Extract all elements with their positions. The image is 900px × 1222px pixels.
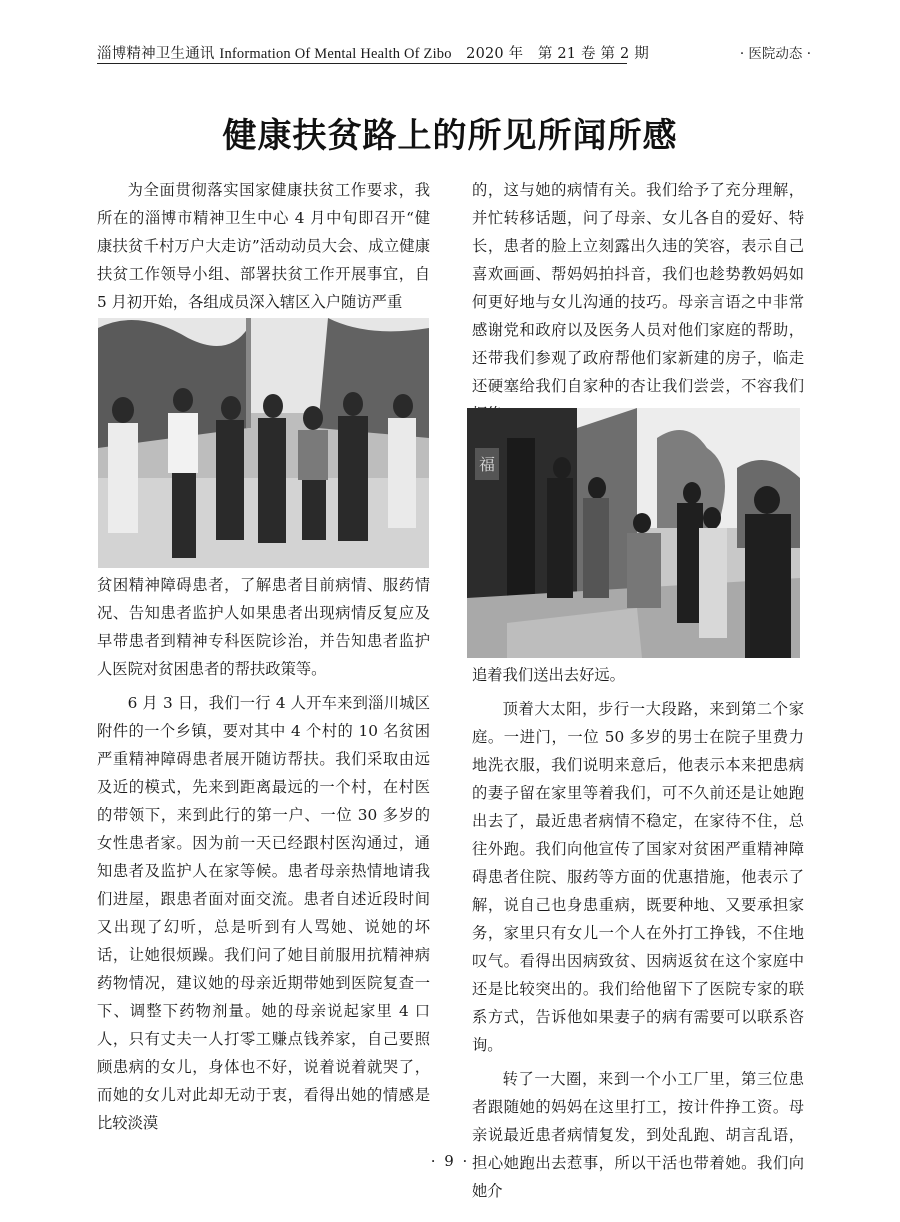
- journal-year: 2020 年: [466, 46, 524, 62]
- journal-issue: 第 21 卷 第 2 期: [537, 46, 649, 62]
- page-number: · 9 ·: [430, 1152, 470, 1170]
- photo-group-visit: [98, 318, 429, 568]
- door-sign-character: 福: [478, 455, 496, 474]
- paragraph-second-visit: 顶着大太阳，步行一大段路，来到第二个家庭。一进门，一位 50 多岁的男士在院子里费力地洗衣服，我们说明来意后，他表示本来把患病的妻子留在家里等着我们，可不久前还是让她跑出去了，最近患者病情不稳定，在家待不住，总往外跑。我们向他宣传了国家对贫困严重精神障碍患者住院、服药等方面的优惠措施，他表示了解，说自己也身患重病，既要种地、又要承担家务，家里只有女儿一个人在外打工挣钱，不住地叹气。看得出因病致贫、因病返贫在这个家庭中还是比较突出的。我们给他留下了医院专家的联系方式，告诉他如果妻子的病有需要可以联系咨询。: [472, 700, 804, 1054]
- photo-group-visit-image: [98, 318, 429, 568]
- journal-title-cn: 淄博精神卫生通讯: [97, 46, 215, 62]
- photo-courtyard-visit: [467, 408, 800, 658]
- photo-courtyard-visit-image: [467, 408, 800, 658]
- journal-title-en: Information Of Mental Health Of Zibo: [219, 46, 452, 62]
- paragraph-intro-continued: 贫困精神障碍患者，了解患者目前病情、服药情况、告知患者监护人如果患者出现病情反复应及早带患者到精神专科医院诊治，并告知患者监护人医院对贫困患者的帮扶政策等。: [97, 576, 430, 678]
- column-right-top: [472, 176, 804, 428]
- article-title: 健康扶贫路上的所见所闻所感: [222, 116, 678, 156]
- paragraph-first-visit: 6 月 3 日，我们一行 4 人开车来到淄川城区附件的一个乡镇，要对其中 4 个村的 10 名贫困严重精神障碍患者展开随访帮扶。我们采取由远及近的模式，先来到距离最远的一个村，在村医的带领下，来到此行的第一户、一位 30 多岁的女性患者家。因为前一天已经跟村医沟通过，通知患者及监护人在家等候。患者母亲热情地请我们进屋，跟患者面对面交流。患者自述近段时间又出现了幻听，总是听到有人骂她、说她的坏话，让她很烦躁。我们问了她目前服用抗精神病药物情况，建议她的母亲近期带她到医院复查一下、调整下药物剂量。她的母亲说起家里 4 口人，只有丈夫一人打零工赚点钱养家，自己要照顾患病的女儿，身体也不好，说着说着就哭了，而她的女儿对此却无动于衷，看得出她的情感是比较淡漠: [97, 694, 430, 1132]
- column-left-bottom: [97, 571, 430, 1137]
- running-header: [97, 38, 811, 66]
- paragraph-intro: 为全面贯彻落实国家健康扶贫工作要求，我所在的淄博市精神卫生中心 4 月中旬即召开“健康扶贫千村万户大走访”活动动员大会、成立健康扶贫工作领导小组、部署扶贫工作开展事宜，自 5 月初开始，各组成员深入辖区入户随访严重: [97, 181, 430, 311]
- paragraph-third-visit: 转了一大圈，来到一个小工厂里，第三位患者跟随她的妈妈在这里打工，按计件挣工资。母亲说最近患者病情复发，到处乱跑、胡言乱语，担心她跑出去惹事，所以干活也带着她。我们向她介: [472, 1070, 804, 1200]
- paragraph-first-visit-continued: 的，这与她的病情有关。我们给予了充分理解，并忙转移话题，问了母亲、女儿各自的爱好、特长，患者的脸上立刻露出久违的笑容，表示自己喜欢画画、帮妈妈拍抖音，我们也趁势教妈妈如何更好地与女儿沟通的技巧。母亲言语之中非常感谢党和政府以及医务人员对他们家庭的帮助，还带我们参观了政府帮他们家新建的房子，临走还硬塞给我们自家种的杏让我们尝尝，不容我们: [472, 181, 804, 395]
- paragraph-first-visit-end: 追着我们送出去好远。: [472, 666, 625, 684]
- journal-info: [97, 42, 649, 63]
- header-rule: [97, 63, 627, 64]
- column-left-top: [97, 176, 430, 316]
- section-label: · 医院动态 ·: [739, 46, 811, 62]
- column-right-bottom: [472, 661, 804, 1205]
